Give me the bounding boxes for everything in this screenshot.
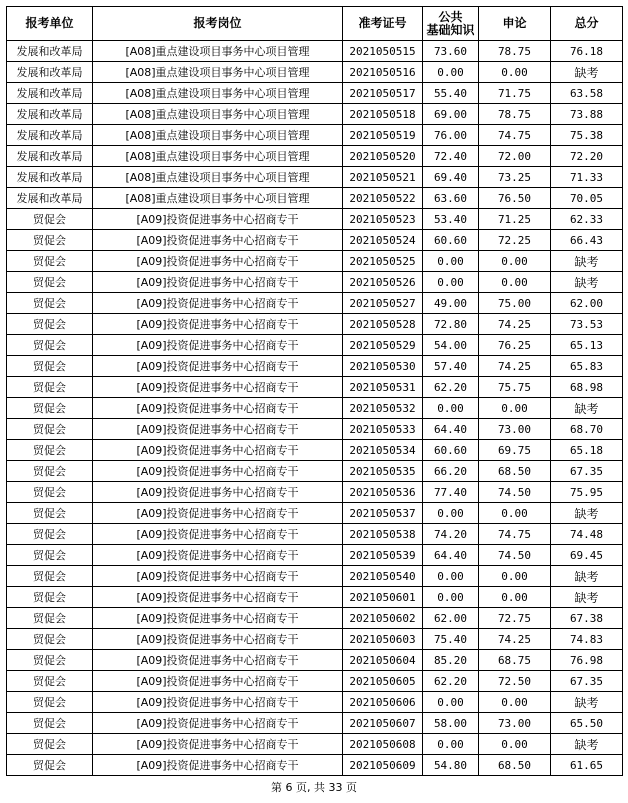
unit-cell: 贸促会 [7, 356, 93, 377]
unit-cell: 贸促会 [7, 293, 93, 314]
total-score-cell: 67.35 [551, 461, 623, 482]
post-cell: [A08]重点建设项目事务中心项目管理 [93, 62, 343, 83]
post-cell: [A09]投资促进事务中心招商专干 [93, 398, 343, 419]
essay-score-cell: 73.00 [479, 419, 551, 440]
essay-score-cell: 0.00 [479, 503, 551, 524]
essay-score-cell: 74.25 [479, 314, 551, 335]
post-cell: [A09]投资促进事务中心招商专干 [93, 545, 343, 566]
ticket-cell: 2021050520 [343, 146, 423, 167]
post-cell: [A08]重点建设项目事务中心项目管理 [93, 146, 343, 167]
header-public-line1: 公共 [438, 9, 463, 24]
post-cell: [A09]投资促进事务中心招商专干 [93, 356, 343, 377]
post-cell: [A09]投资促进事务中心招商专干 [93, 419, 343, 440]
ticket-cell: 2021050540 [343, 566, 423, 587]
post-cell: [A08]重点建设项目事务中心项目管理 [93, 104, 343, 125]
post-cell: [A09]投资促进事务中心招商专干 [93, 230, 343, 251]
essay-score-cell: 0.00 [479, 272, 551, 293]
table-row [7, 671, 623, 692]
unit-cell: 贸促会 [7, 461, 93, 482]
table-row [7, 209, 623, 230]
ticket-cell: 2021050535 [343, 461, 423, 482]
total-score-cell: 缺考 [551, 734, 623, 755]
post-cell: [A09]投资促进事务中心招商专干 [93, 524, 343, 545]
table-row [7, 104, 623, 125]
essay-score-cell: 75.00 [479, 293, 551, 314]
ticket-cell: 2021050527 [343, 293, 423, 314]
unit-cell: 贸促会 [7, 209, 93, 230]
ticket-cell: 2021050523 [343, 209, 423, 230]
ticket-cell: 2021050525 [343, 251, 423, 272]
ticket-cell: 2021050530 [343, 356, 423, 377]
ticket-cell: 2021050531 [343, 377, 423, 398]
table-row [7, 293, 623, 314]
unit-cell: 贸促会 [7, 608, 93, 629]
table-row [7, 482, 623, 503]
unit-cell: 贸促会 [7, 587, 93, 608]
ticket-cell: 2021050608 [343, 734, 423, 755]
post-cell: [A08]重点建设项目事务中心项目管理 [93, 188, 343, 209]
total-score-cell: 缺考 [551, 503, 623, 524]
post-cell: [A09]投资促进事务中心招商专干 [93, 335, 343, 356]
unit-cell: 贸促会 [7, 503, 93, 524]
total-score-cell: 66.43 [551, 230, 623, 251]
ticket-cell: 2021050526 [343, 272, 423, 293]
table-row [7, 83, 623, 104]
public-score-cell: 0.00 [423, 503, 479, 524]
essay-score-cell: 75.75 [479, 377, 551, 398]
public-score-cell: 85.20 [423, 650, 479, 671]
table-row [7, 650, 623, 671]
public-score-cell: 57.40 [423, 356, 479, 377]
ticket-cell: 2021050534 [343, 440, 423, 461]
essay-score-cell: 73.25 [479, 167, 551, 188]
ticket-cell: 2021050602 [343, 608, 423, 629]
ticket-cell: 2021050519 [343, 125, 423, 146]
post-cell: [A09]投资促进事务中心招商专干 [93, 293, 343, 314]
essay-score-cell: 0.00 [479, 251, 551, 272]
post-cell: [A09]投资促进事务中心招商专干 [93, 608, 343, 629]
unit-cell: 贸促会 [7, 419, 93, 440]
header-row [7, 7, 623, 41]
unit-cell: 发展和改革局 [7, 62, 93, 83]
post-cell: [A09]投资促进事务中心招商专干 [93, 482, 343, 503]
post-cell: [A09]投资促进事务中心招商专干 [93, 461, 343, 482]
table-row [7, 503, 623, 524]
public-score-cell: 74.20 [423, 524, 479, 545]
total-score-cell: 缺考 [551, 587, 623, 608]
table-row [7, 419, 623, 440]
ticket-cell: 2021050538 [343, 524, 423, 545]
public-score-cell: 0.00 [423, 272, 479, 293]
total-score-cell: 65.50 [551, 713, 623, 734]
total-score-cell: 65.83 [551, 356, 623, 377]
unit-cell: 贸促会 [7, 650, 93, 671]
post-cell: [A09]投资促进事务中心招商专干 [93, 650, 343, 671]
unit-cell: 发展和改革局 [7, 146, 93, 167]
public-score-cell: 0.00 [423, 251, 479, 272]
total-score-cell: 缺考 [551, 398, 623, 419]
total-score-cell: 缺考 [551, 62, 623, 83]
unit-cell: 贸促会 [7, 377, 93, 398]
public-score-cell: 54.80 [423, 755, 479, 776]
essay-score-cell: 0.00 [479, 566, 551, 587]
total-score-cell: 65.13 [551, 335, 623, 356]
essay-score-cell: 68.50 [479, 755, 551, 776]
post-cell: [A09]投资促进事务中心招商专干 [93, 272, 343, 293]
unit-cell: 贸促会 [7, 314, 93, 335]
public-score-cell: 73.60 [423, 41, 479, 62]
header-post: 报考岗位 [93, 7, 343, 41]
post-cell: [A09]投资促进事务中心招商专干 [93, 692, 343, 713]
public-score-cell: 64.40 [423, 545, 479, 566]
post-cell: [A09]投资促进事务中心招商专干 [93, 734, 343, 755]
post-cell: [A09]投资促进事务中心招商专干 [93, 314, 343, 335]
score-table [6, 6, 623, 776]
total-score-cell: 75.95 [551, 482, 623, 503]
total-score-cell: 缺考 [551, 272, 623, 293]
ticket-cell: 2021050604 [343, 650, 423, 671]
total-score-cell: 61.65 [551, 755, 623, 776]
essay-score-cell: 0.00 [479, 587, 551, 608]
essay-score-cell: 72.00 [479, 146, 551, 167]
header-unit: 报考单位 [7, 7, 93, 41]
header-ticket: 准考证号 [343, 7, 423, 41]
total-score-cell: 68.70 [551, 419, 623, 440]
ticket-cell: 2021050539 [343, 545, 423, 566]
table-row [7, 398, 623, 419]
essay-score-cell: 0.00 [479, 734, 551, 755]
table-row [7, 167, 623, 188]
post-cell: [A09]投资促进事务中心招商专干 [93, 755, 343, 776]
essay-score-cell: 72.25 [479, 230, 551, 251]
public-score-cell: 54.00 [423, 335, 479, 356]
post-cell: [A09]投资促进事务中心招商专干 [93, 377, 343, 398]
unit-cell: 贸促会 [7, 251, 93, 272]
header-public-line2: 基础知识 [426, 22, 475, 37]
table-row [7, 692, 623, 713]
unit-cell: 贸促会 [7, 524, 93, 545]
public-score-cell: 60.60 [423, 440, 479, 461]
essay-score-cell: 76.50 [479, 188, 551, 209]
total-score-cell: 67.38 [551, 608, 623, 629]
ticket-cell: 2021050607 [343, 713, 423, 734]
public-score-cell: 0.00 [423, 398, 479, 419]
post-cell: [A08]重点建设项目事务中心项目管理 [93, 41, 343, 62]
essay-score-cell: 72.75 [479, 608, 551, 629]
essay-score-cell: 76.25 [479, 335, 551, 356]
essay-score-cell: 73.00 [479, 713, 551, 734]
table-row [7, 146, 623, 167]
post-cell: [A09]投资促进事务中心招商专干 [93, 566, 343, 587]
unit-cell: 贸促会 [7, 671, 93, 692]
public-score-cell: 69.40 [423, 167, 479, 188]
ticket-cell: 2021050524 [343, 230, 423, 251]
public-score-cell: 69.00 [423, 104, 479, 125]
post-cell: [A08]重点建设项目事务中心项目管理 [93, 167, 343, 188]
total-score-cell: 72.20 [551, 146, 623, 167]
header-public [423, 7, 479, 41]
essay-score-cell: 72.50 [479, 671, 551, 692]
table-row [7, 314, 623, 335]
unit-cell: 贸促会 [7, 566, 93, 587]
total-score-cell: 69.45 [551, 545, 623, 566]
post-cell: [A08]重点建设项目事务中心项目管理 [93, 83, 343, 104]
table-row [7, 41, 623, 62]
table-row [7, 356, 623, 377]
total-score-cell: 67.35 [551, 671, 623, 692]
unit-cell: 贸促会 [7, 755, 93, 776]
unit-cell: 贸促会 [7, 335, 93, 356]
table-row [7, 524, 623, 545]
table-row [7, 629, 623, 650]
total-score-cell: 74.48 [551, 524, 623, 545]
ticket-cell: 2021050606 [343, 692, 423, 713]
unit-cell: 贸促会 [7, 272, 93, 293]
public-score-cell: 0.00 [423, 734, 479, 755]
public-score-cell: 76.00 [423, 125, 479, 146]
public-score-cell: 77.40 [423, 482, 479, 503]
table-row [7, 755, 623, 776]
post-cell: [A08]重点建设项目事务中心项目管理 [93, 125, 343, 146]
public-score-cell: 49.00 [423, 293, 479, 314]
public-score-cell: 60.60 [423, 230, 479, 251]
total-score-cell: 62.33 [551, 209, 623, 230]
table-row [7, 188, 623, 209]
post-cell: [A09]投资促进事务中心招商专干 [93, 503, 343, 524]
public-score-cell: 62.20 [423, 671, 479, 692]
public-score-cell: 58.00 [423, 713, 479, 734]
essay-score-cell: 71.75 [479, 83, 551, 104]
table-row [7, 335, 623, 356]
post-cell: [A09]投资促进事务中心招商专干 [93, 629, 343, 650]
essay-score-cell: 71.25 [479, 209, 551, 230]
total-score-cell: 71.33 [551, 167, 623, 188]
public-score-cell: 0.00 [423, 692, 479, 713]
unit-cell: 贸促会 [7, 230, 93, 251]
total-score-cell: 63.58 [551, 83, 623, 104]
total-score-cell: 缺考 [551, 692, 623, 713]
total-score-cell: 73.88 [551, 104, 623, 125]
table-row [7, 272, 623, 293]
table-row [7, 608, 623, 629]
essay-score-cell: 74.75 [479, 524, 551, 545]
essay-score-cell: 74.50 [479, 482, 551, 503]
post-cell: [A09]投资促进事务中心招商专干 [93, 440, 343, 461]
page-footer: 第 6 页, 共 33 页 [271, 781, 357, 794]
essay-score-cell: 78.75 [479, 104, 551, 125]
essay-score-cell: 0.00 [479, 62, 551, 83]
ticket-cell: 2021050601 [343, 587, 423, 608]
table-row [7, 230, 623, 251]
table-row [7, 461, 623, 482]
header-essay: 申论 [479, 7, 551, 41]
total-score-cell: 62.00 [551, 293, 623, 314]
unit-cell: 发展和改革局 [7, 83, 93, 104]
essay-score-cell: 74.25 [479, 629, 551, 650]
post-cell: [A09]投资促进事务中心招商专干 [93, 587, 343, 608]
unit-cell: 发展和改革局 [7, 188, 93, 209]
unit-cell: 贸促会 [7, 692, 93, 713]
post-cell: [A09]投资促进事务中心招商专干 [93, 713, 343, 734]
public-score-cell: 75.40 [423, 629, 479, 650]
total-score-cell: 76.18 [551, 41, 623, 62]
public-score-cell: 64.40 [423, 419, 479, 440]
total-score-cell: 65.18 [551, 440, 623, 461]
unit-cell: 贸促会 [7, 629, 93, 650]
total-score-cell: 缺考 [551, 566, 623, 587]
total-score-cell: 74.83 [551, 629, 623, 650]
unit-cell: 发展和改革局 [7, 41, 93, 62]
public-score-cell: 55.40 [423, 83, 479, 104]
table-row [7, 251, 623, 272]
unit-cell: 贸促会 [7, 713, 93, 734]
public-score-cell: 0.00 [423, 566, 479, 587]
public-score-cell: 66.20 [423, 461, 479, 482]
unit-cell: 发展和改革局 [7, 167, 93, 188]
ticket-cell: 2021050521 [343, 167, 423, 188]
table-row [7, 125, 623, 146]
ticket-cell: 2021050518 [343, 104, 423, 125]
header-total: 总分 [551, 7, 623, 41]
public-score-cell: 72.40 [423, 146, 479, 167]
table-row [7, 734, 623, 755]
public-score-cell: 63.60 [423, 188, 479, 209]
essay-score-cell: 0.00 [479, 398, 551, 419]
table-row [7, 587, 623, 608]
essay-score-cell: 0.00 [479, 692, 551, 713]
essay-score-cell: 74.25 [479, 356, 551, 377]
unit-cell: 贸促会 [7, 545, 93, 566]
essay-score-cell: 68.75 [479, 650, 551, 671]
essay-score-cell: 74.50 [479, 545, 551, 566]
table-row [7, 377, 623, 398]
ticket-cell: 2021050533 [343, 419, 423, 440]
post-cell: [A09]投资促进事务中心招商专干 [93, 251, 343, 272]
table-row [7, 566, 623, 587]
ticket-cell: 2021050517 [343, 83, 423, 104]
ticket-cell: 2021050516 [343, 62, 423, 83]
total-score-cell: 76.98 [551, 650, 623, 671]
essay-score-cell: 69.75 [479, 440, 551, 461]
ticket-cell: 2021050605 [343, 671, 423, 692]
unit-cell: 发展和改革局 [7, 125, 93, 146]
table-row [7, 545, 623, 566]
ticket-cell: 2021050522 [343, 188, 423, 209]
table-row [7, 62, 623, 83]
ticket-cell: 2021050532 [343, 398, 423, 419]
post-cell: [A09]投资促进事务中心招商专干 [93, 209, 343, 230]
essay-score-cell: 78.75 [479, 41, 551, 62]
public-score-cell: 62.00 [423, 608, 479, 629]
table-row [7, 713, 623, 734]
unit-cell: 贸促会 [7, 734, 93, 755]
essay-score-cell: 68.50 [479, 461, 551, 482]
public-score-cell: 72.80 [423, 314, 479, 335]
public-score-cell: 62.20 [423, 377, 479, 398]
essay-score-cell: 74.75 [479, 125, 551, 146]
public-score-cell: 0.00 [423, 62, 479, 83]
ticket-cell: 2021050528 [343, 314, 423, 335]
public-score-cell: 53.40 [423, 209, 479, 230]
ticket-cell: 2021050515 [343, 41, 423, 62]
unit-cell: 发展和改革局 [7, 104, 93, 125]
unit-cell: 贸促会 [7, 482, 93, 503]
total-score-cell: 68.98 [551, 377, 623, 398]
unit-cell: 贸促会 [7, 398, 93, 419]
post-cell: [A09]投资促进事务中心招商专干 [93, 671, 343, 692]
ticket-cell: 2021050536 [343, 482, 423, 503]
ticket-cell: 2021050537 [343, 503, 423, 524]
total-score-cell: 75.38 [551, 125, 623, 146]
ticket-cell: 2021050609 [343, 755, 423, 776]
total-score-cell: 73.53 [551, 314, 623, 335]
table-row [7, 440, 623, 461]
total-score-cell: 70.05 [551, 188, 623, 209]
public-score-cell: 0.00 [423, 587, 479, 608]
ticket-cell: 2021050529 [343, 335, 423, 356]
ticket-cell: 2021050603 [343, 629, 423, 650]
total-score-cell: 缺考 [551, 251, 623, 272]
unit-cell: 贸促会 [7, 440, 93, 461]
